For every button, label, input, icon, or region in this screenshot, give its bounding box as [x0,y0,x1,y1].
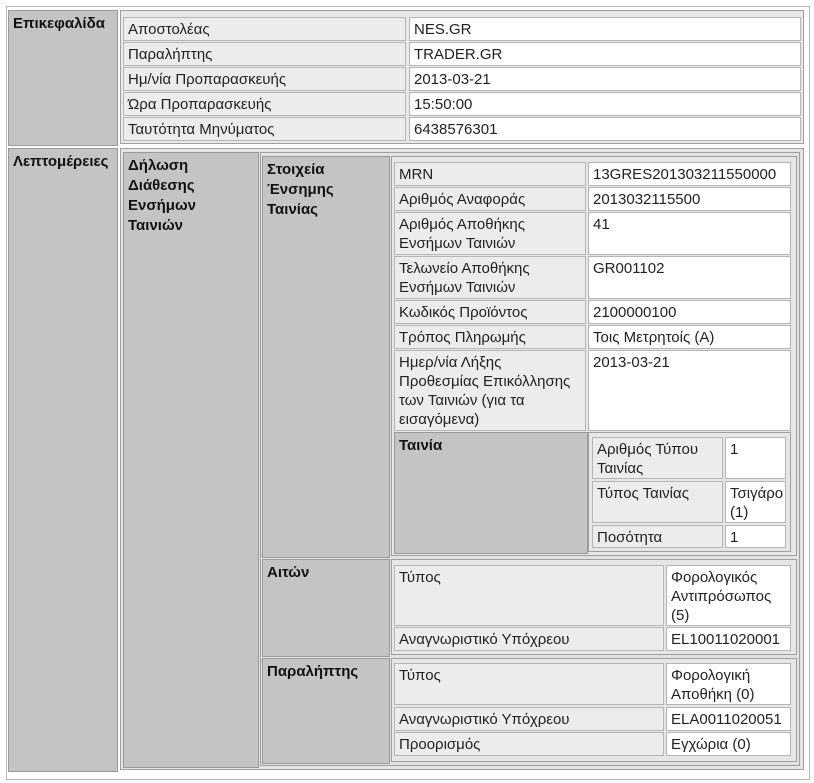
recipient-label-cell [262,658,390,764]
stamp-label-warehouse-number: Αριθμός Αποθήκης Ενσήμων Ταινιών [394,212,586,255]
tape-label-quantity: Ποσότητα [592,525,723,548]
details-section-title: Λεπτομέρειες [13,153,109,170]
header-value-prep-time: 15:50:00 [409,92,801,116]
applicant-value-obligor-id: EL10011020001 [666,627,791,651]
header-value-prep-date: 2013-03-21 [409,67,801,91]
header-label-prep-time: Ώρα Προπαρασκευής [123,92,406,116]
recipient-label-destination: Προορισμός [394,732,664,756]
stamp-value-payment-method: Τοις Μετρητοίς (A) [588,325,791,349]
header-label-message-id: Ταυτότητα Μηνύματος [123,117,406,141]
tape-value-quantity: 1 [725,525,786,548]
stamp-value-product-code: 2100000100 [588,300,791,324]
header-section-label-cell [8,10,118,146]
stamp-label-ref-number: Αριθμός Αναφοράς [394,187,586,211]
recipient-label-obligor-id: Αναγνωριστικό Υπόχρεου [394,707,664,731]
stamp-label-payment-method: Τρόπος Πληρωμής [394,325,586,349]
stamp-info-label-cell [262,156,390,558]
recipient-value-obligor-id: ELA0011020051 [666,707,791,731]
tape-value-type-number: 1 [725,437,786,479]
header-value-recipient: TRADER.GR [409,42,801,66]
stamp-label-customs-office: Τελωνείο Αποθήκης Ενσήμων Ταινιών [394,256,586,299]
recipient-value-destination: Εγχώρια (0) [666,732,791,756]
stamp-value-customs-office: GR001102 [588,256,791,299]
header-value-message-id: 6438576301 [409,117,801,141]
details-section-label-cell [8,148,118,772]
stamp-value-ref-number: 2013032115500 [588,187,791,211]
tape-title: Ταινία [399,437,443,454]
recipient-title: Παραλήπτης [267,663,359,680]
declaration-title: Δήλωση Διάθεσης Ενσήμων Ταινιών [128,157,196,234]
applicant-label-type: Τύπος [394,565,664,626]
header-value-sender: NES.GR [409,17,801,41]
tape-value-type: Τσιγάρο (1) [725,481,786,523]
stamp-value-expiry-date: 2013-03-21 [588,350,791,431]
header-label-sender: Αποστολέας [123,17,406,41]
applicant-label-obligor-id: Αναγνωριστικό Υπόχρεου [394,627,664,651]
declaration-label-cell [123,152,259,768]
recipient-value-type: Φορολογική Αποθήκη (0) [666,663,791,705]
stamp-value-mrn: 13GRES201303211550000 [588,162,791,186]
header-section-title: Επικεφαλίδα [13,15,105,32]
applicant-label-cell [262,559,390,657]
stamp-value-warehouse-number: 41 [588,212,791,255]
tape-label-type-number: Αριθμός Τύπου Ταινίας [592,437,723,479]
header-label-recipient: Παραλήπτης [123,42,406,66]
stamp-label-product-code: Κωδικός Προϊόντος [394,300,586,324]
stamp-label-mrn: MRN [394,162,586,186]
tape-label-type: Τύπος Ταινίας [592,481,723,523]
tape-label-cell [394,432,588,554]
header-label-prep-date: Ημ/νία Προπαρασκευής [123,67,406,91]
recipient-label-type: Τύπος [394,663,664,705]
stamp-info-title: Στοιχεία Ένσημης Ταινίας [267,161,334,218]
applicant-title: Αιτών [267,564,310,581]
applicant-value-type: Φορολογικός Αντιπρόσωπος (5) [666,565,791,626]
stamp-label-expiry-date: Ημερ/νία Λήξης Προθεσμίας Επικόλλησης των Ταινιών (για τα εισαγόμενα) [394,350,586,431]
